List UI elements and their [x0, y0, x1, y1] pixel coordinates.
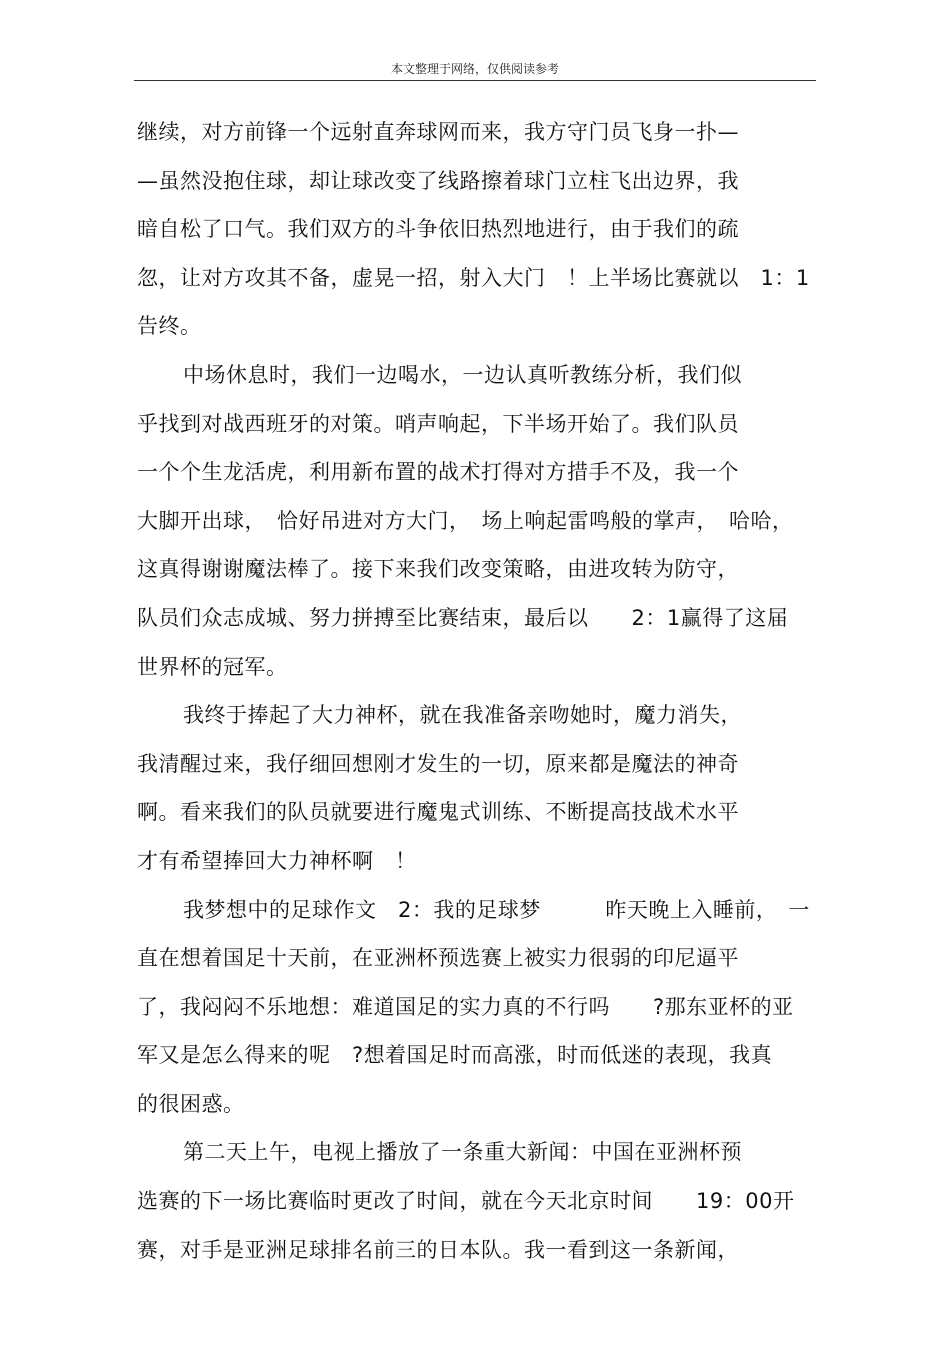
text-line: 赛，对手是亚洲足球排名前三的日本队。我一看到这一条新闻， — [137, 1237, 739, 1262]
text-line: 才有希望捧回大力神杯啊 ！ — [137, 848, 417, 873]
text-line: —虽然没抱住球，却让球改变了线路擦着球门立柱飞出边界，我 — [137, 168, 739, 193]
text-line: 第二天上午，电视上播放了一条重大新闻：中国在亚洲杯预 — [183, 1140, 742, 1165]
text-line: 的很困惑。 — [137, 1091, 245, 1116]
text-line: 大脚开出球， 恰好吊进对方大门， 场上响起雷鸣般的掌声， 哈哈， — [137, 508, 794, 533]
text-line: 了，我闷闷不乐地想：难道国足的实力真的不行吗 ?那东亚杯的亚 — [137, 994, 794, 1019]
text-line: 我梦想中的足球作文 2：我的足球梦 昨天晚上入睡前， 一 — [183, 897, 810, 922]
text-line: 啊。看来我们的队员就要进行魔鬼式训练、不断提高技战术水平 — [137, 800, 739, 825]
text-line: 我清醒过来，我仔细回想刚才发生的一切，原来都是魔法的神奇 — [137, 751, 739, 776]
text-line: 暗自松了口气。我们双方的斗争依旧热烈地进行，由于我们的疏 — [137, 217, 739, 242]
text-line: 乎找到对战西班牙的对策。哨声响起，下半场开始了。我们队员 — [137, 411, 739, 436]
text-line: 一个个生龙活虎，利用新布置的战术打得对方措手不及，我一个 — [137, 460, 739, 485]
text-line: 我终于捧起了大力神杯，就在我准备亲吻她时，魔力消失， — [183, 703, 742, 728]
text-line: 世界杯的冠军。 — [137, 654, 288, 679]
text-line: 队员们众志成城、努力拼搏至比赛结束，最后以 2：1赢得了这届 — [137, 605, 789, 630]
text-line: 忽，让对方攻其不备，虚晃一招，射入大门 ！上半场比赛就以 1：1 — [137, 265, 810, 290]
text-line: 直在想着国足十天前，在亚洲杯预选赛上被实力很弱的印尼逼平 — [137, 946, 739, 971]
text-line: 中场休息时，我们一边喝水，一边认真听教练分析，我们似 — [183, 362, 742, 387]
page-header: 本文整理于网络，仅供阅读参考 — [390, 62, 559, 76]
body-text — [137, 108, 827, 1274]
text-line: 选赛的下一场比赛临时更改了时间，就在今天北京时间 19：00开 — [137, 1189, 795, 1214]
text-line: 继续，对方前锋一个远射直奔球网而来，我方守门员飞身一扑— — [137, 120, 739, 144]
header-divider — [134, 80, 816, 81]
text-line: 军又是怎么得来的呢 ?想着国足时而高涨，时而低迷的表现，我真 — [137, 1043, 773, 1068]
text-line: 告终。 — [137, 314, 202, 339]
text-line: 这真得谢谢魔法棒了。接下来我们改变策略，由进攻转为防守， — [137, 557, 739, 582]
